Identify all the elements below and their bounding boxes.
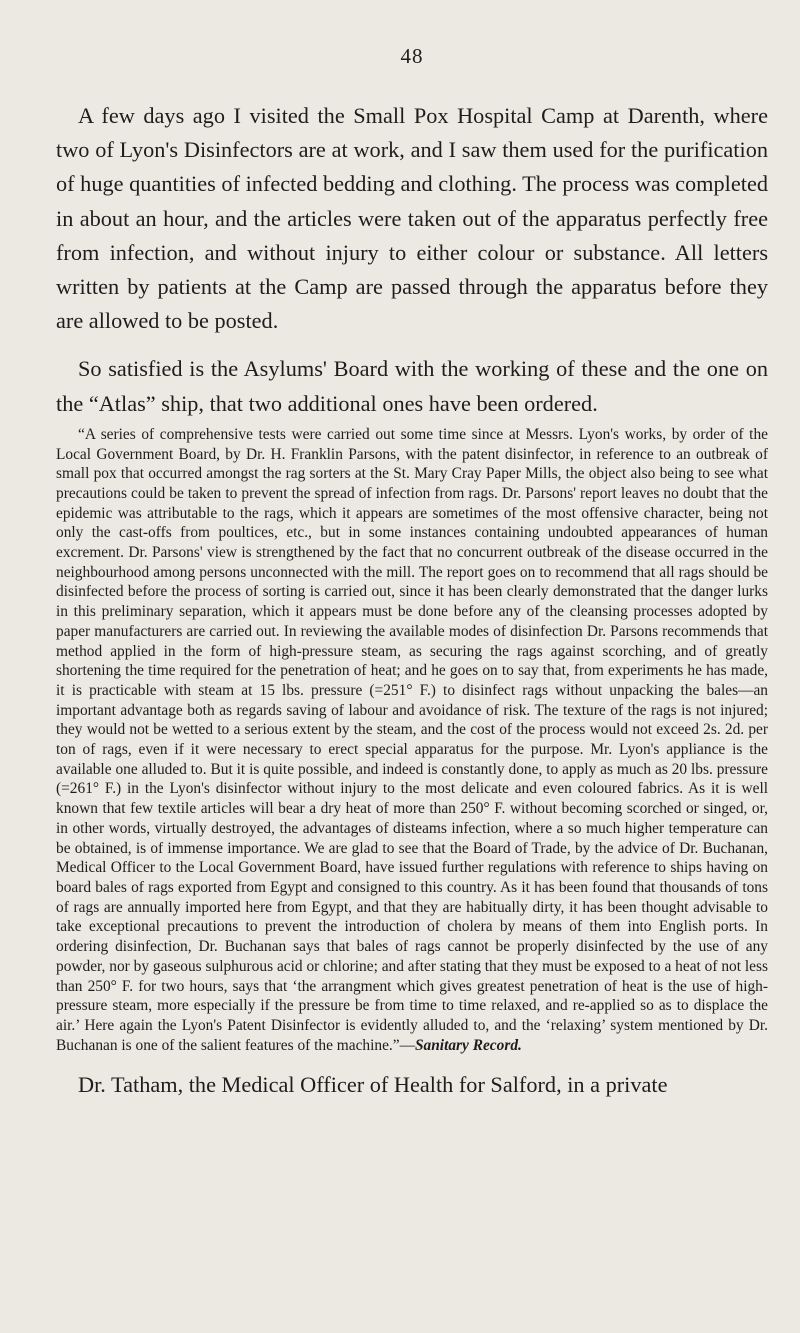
paragraph-dr-tatham: Dr. Tatham, the Medical Officer of Health for Salford, in a private: [78, 1072, 668, 1098]
quote-source: Sanitary Record.: [414, 1036, 522, 1054]
page-number: 48: [400, 44, 424, 68]
quoted-passage: [56, 425, 768, 1056]
quoted-passage-text: “A series of comprehensive tests were carried out some time since at Messrs. Lyon's works, by order of the Local Government Board, by Dr. H. Franklin Parsons, with the patent disinfector, in reference to an outbreak of small pox that occurred amongst the rag sorters at the St. Mary Cray Paper Mills, the object also being to see what precautions could be taken to prevent the spread of infection from rags. Dr. Parsons' report leaves no doubt that the epidemic was attributable to the rags, which it appears are sometimes of the most offensive character, being not only the cast-offs from poultices, etc., but in some instances containing undoubted appearances of human excrement. Dr. Parsons' view is strengthened by the fact that no concurrent outbreak of the disease occurred in the neighbourhood among persons unconnected with the mill. The report goes on to recommend that all rags should be disinfected before the process of sorting is carried out, since it has been clearly demonstrated that the danger lurks in this preliminary separation, which it appears must be done before any of the cleansing processes adopted by paper manufacturers are carried out. In reviewing the available modes of disinfection Dr. Parsons recommends that method applied in the form of high-pressure steam, as securing the rags against scorching, and of greatly shortening the time required for the penetration of heat; and he goes on to say that, from experiments he has made, it is practicable with steam at 15 lbs. pressure (=251° F.) to disinfect rags without unpacking the bales—an important advantage both as regards saving of labour and avoidance of risk. The texture of the rags is not injured; they would not be wetted to a serious extent by the steam, and the cost of the process would not exceed 2s. 2d. per ton of rags, even if it were necessary to erect special apparatus for the purpose. Mr. Lyon's appliance is the available one alluded to. But it is quite possible, and indeed is constantly done, to apply as much as 20 lbs. pressure (=261° F.) in the Lyon's disinfector without injury to the most delicate and even coloured fabrics. As it is well known that few textile articles will bear a dry heat of more than 250° F. without becoming scorched or singed, or, in other words, virtually destroyed, the advantages of disteams infection, where a so much higher temperature can be obtained, is of immense importance. We are glad to see that the Board of Trade, by the advice of Dr. Buchanan, Medical Officer to the Local Government Board, have issued further regulations with reference to ships having on board bales of rags exported from Egypt and consigned to this country. As it has been found that thousands of tons of rags are annually imported here from Egypt, and that they are habitually dirty, it has been thought advisable to take exceptional precautions to prevent the introduction of cholera by means of them into English ports. In ordering disinfection, Dr. Buchanan says that bales of rags cannot be properly disinfected by the use of any powder, nor by gaseous sulphurous acid or chlorine; and after stating that they must be exposed to a heat of not less than 250° F. for two hours, says that ‘the arrangment which gives greatest penetration of heat is the use of high-pressure steam, more especially if the pressure be from time to time relaxed, and re-applied so as to displace the air.’ Here again the Lyon's Patent Disinfector is evidently alluded to, and the ‘relaxing’ system mentioned by Dr. Buchanan is one of the salient features of the machine.”—: [56, 425, 768, 1054]
paragraph-asylums-board: So satisfied is the Asylums' Board with the working of these and the one on the “Atlas” ship, that two additional ones have been ordered.: [56, 356, 768, 416]
paragraph-darenth-visit: A few days ago I visited the Small Pox Hospital Camp at Darenth, where two of Lyon's Disinfectors are at work, and I saw them used for the purification of huge quantities of infected bedding and clothing. The process was completed in about an hour, and the articles were taken out of the apparatus perfectly free from infection, and without injury to either colour or substance. All letters written by patients at the Camp are passed through the apparatus before they are allowed to be posted.: [56, 103, 768, 334]
